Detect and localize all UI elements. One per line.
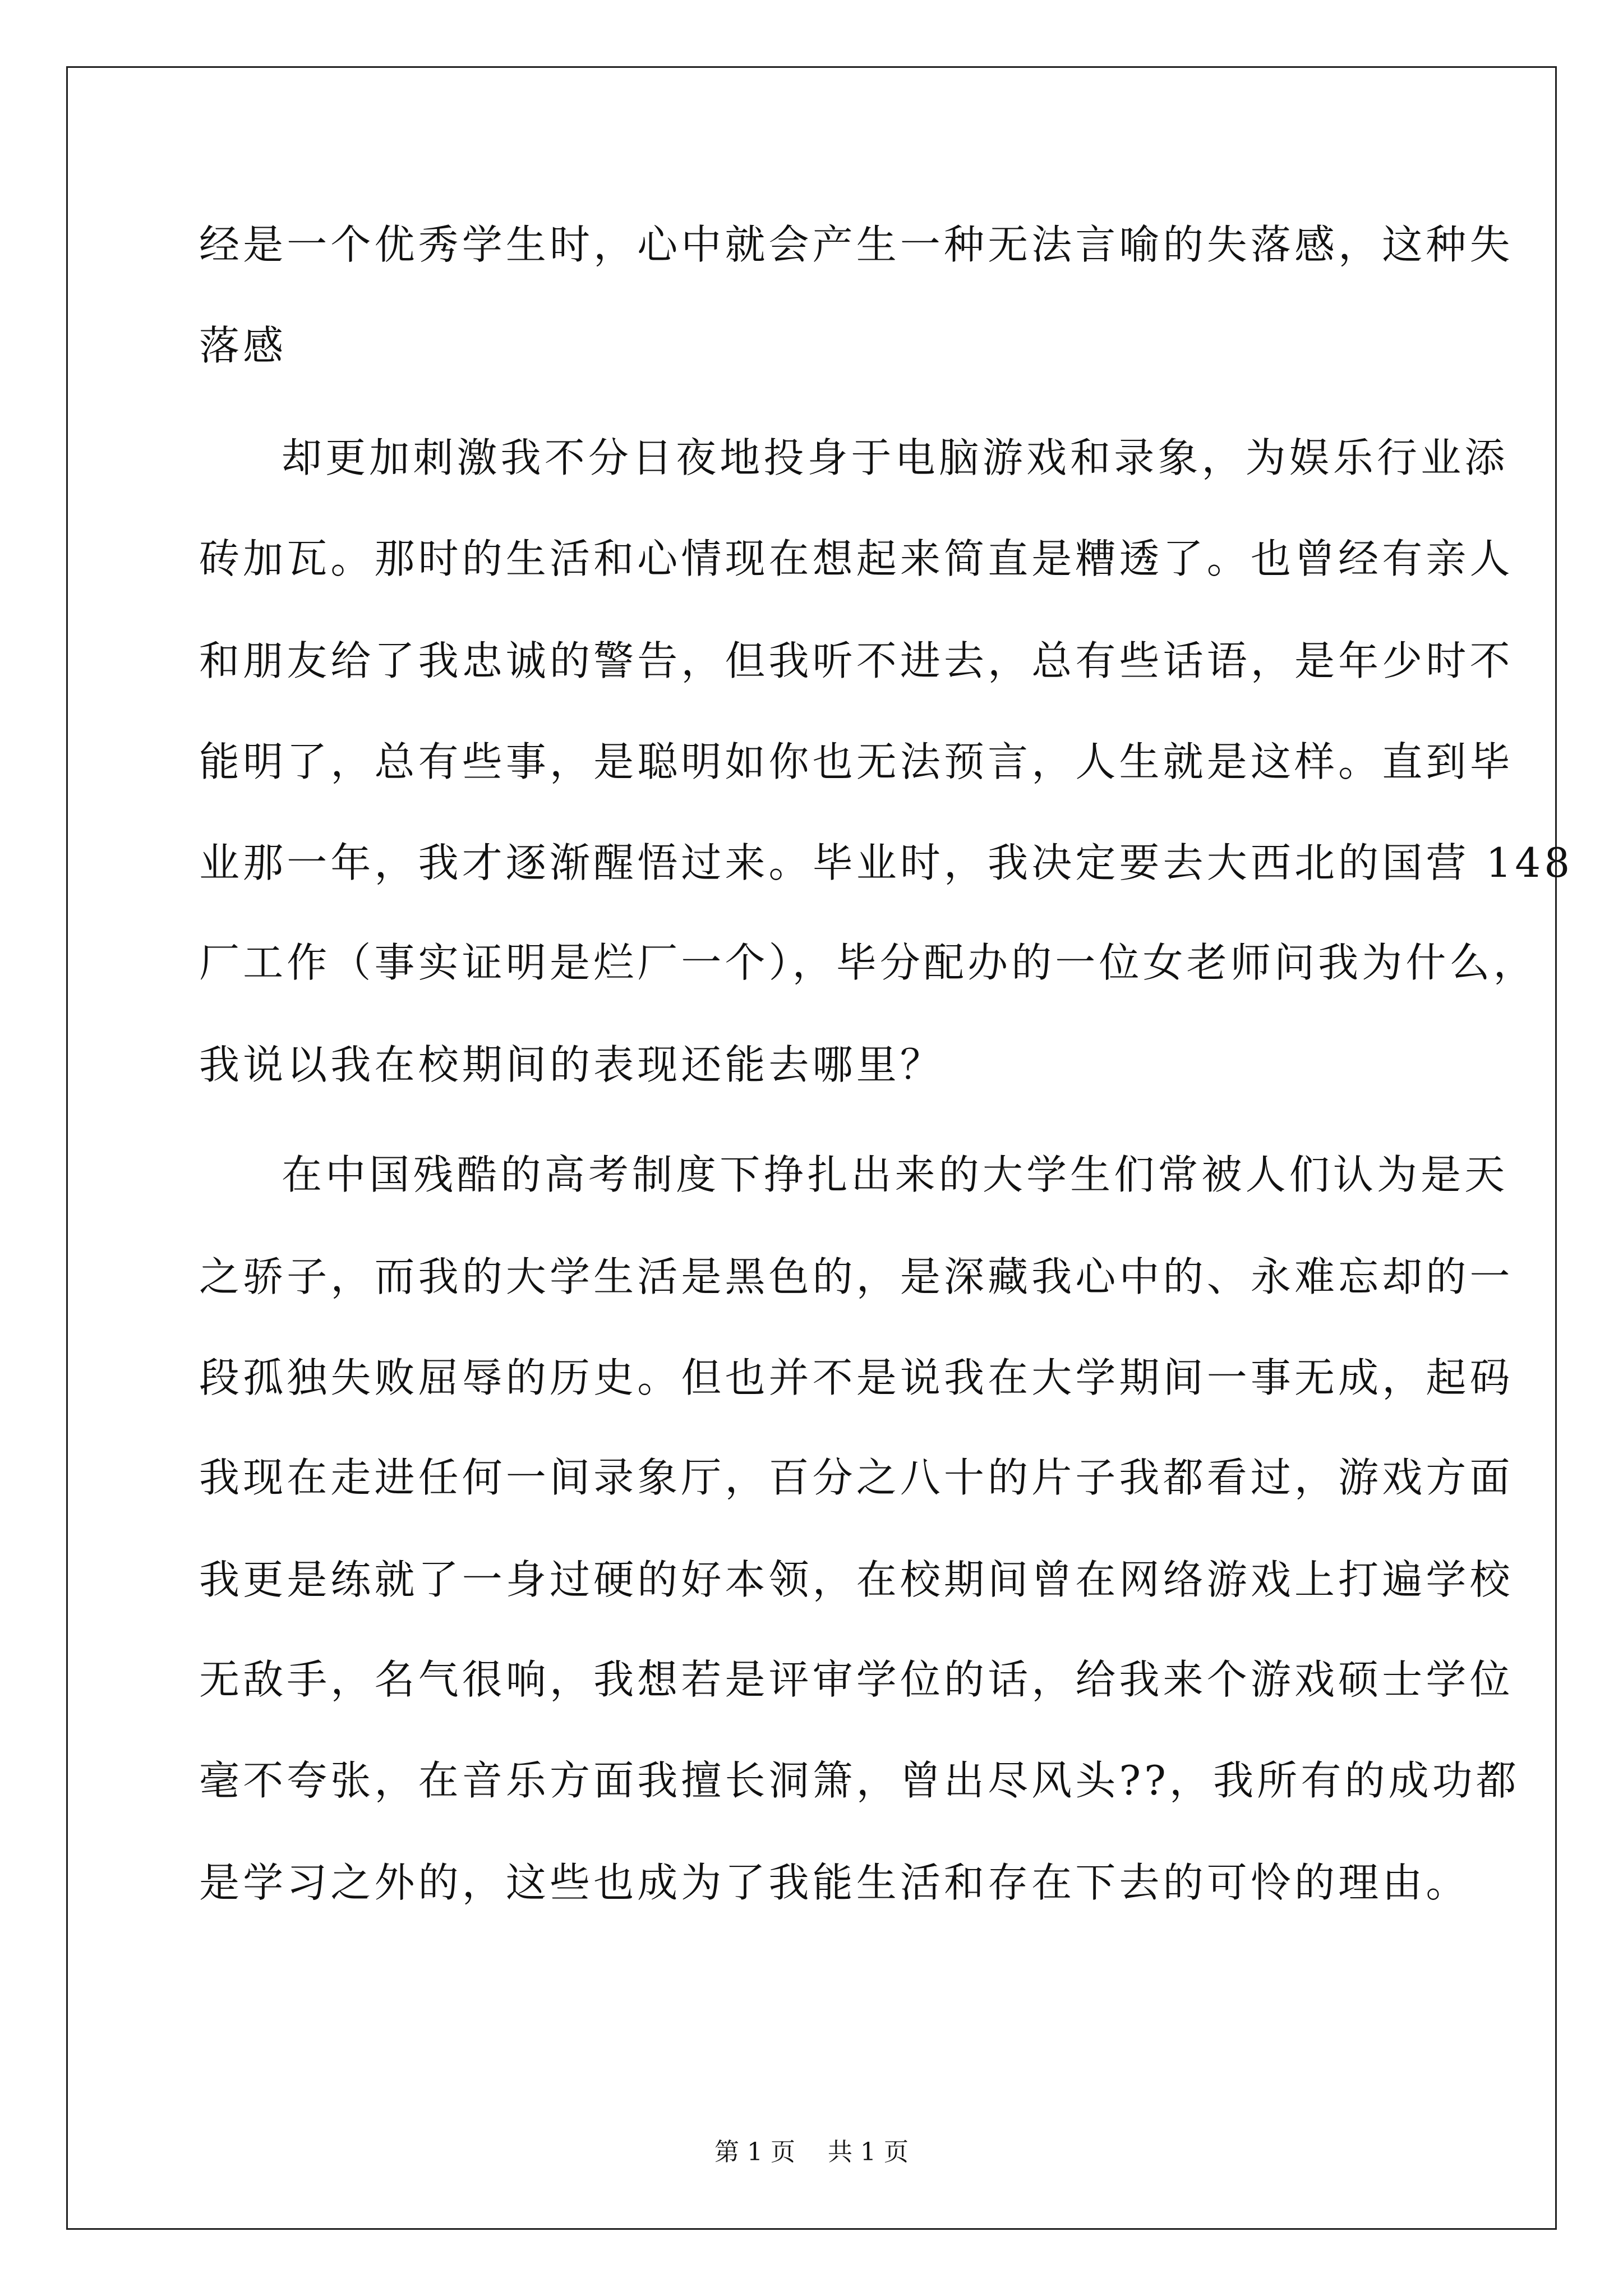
text-line: 无敌手，名气很响，我想若是评审学位的话，给我来个游戏硕士学位 xyxy=(199,1656,1514,1703)
text-line: 是学习之外的，这些也成为了我能生活和存在下去的可怜的理由。 xyxy=(199,1859,1470,1906)
text-line: 砖加瓦。那时的生活和心情现在想起来简直是糟透了。也曾经有亲人 xyxy=(199,535,1514,582)
text-line: 我现在走进任何一间录象厅，百分之八十的片子我都看过，游戏方面 xyxy=(199,1454,1514,1501)
text-line: 落感 xyxy=(199,322,287,369)
text-line: 我更是练就了一身过硬的好本领，在校期间曾在网络游戏上打遍学校 xyxy=(199,1556,1514,1603)
text-line: 却更加刺激我不分日夜地投身于电脑游戏和录象，为娱乐行业添 xyxy=(282,434,1509,481)
text-line: 毫不夸张，在音乐方面我擅长洞箫，曾出尽风头??，我所有的成功都 xyxy=(199,1757,1520,1804)
text-line: 业那一年，我才逐渐醒悟过来。毕业时，我决定要去大西北的国营 148 xyxy=(199,839,1574,886)
text-line: 我说以我在校期间的表现还能去哪里？ xyxy=(199,1041,944,1088)
text-line: 之骄子，而我的大学生活是黑色的，是深藏我心中的、永难忘却的一 xyxy=(199,1253,1514,1300)
text-line: 经是一个优秀学生时，心中就会产生一种无法言喻的失落感，这种失 xyxy=(199,221,1514,268)
page-total: 共 1 页 xyxy=(828,2138,909,2166)
page-footer xyxy=(0,2132,1623,2168)
text-line: 段孤独失败屈辱的历史。但也并不是说我在大学期间一事无成，起码 xyxy=(199,1354,1514,1401)
text-line: 厂工作（事实证明是烂厂一个），毕分配办的一位女老师问我为什么， xyxy=(199,939,1537,986)
text-line: 在中国残酷的高考制度下挣扎出来的大学生们常被人们认为是天 xyxy=(282,1151,1509,1198)
page-number: 第 1 页 xyxy=(714,2138,795,2166)
text-line: 和朋友给了我忠诚的警告，但我听不进去，总有些话语，是年少时不 xyxy=(199,637,1514,684)
text-line: 能明了，总有些事，是聪明如你也无法预言，人生就是这样。直到毕 xyxy=(199,738,1514,785)
